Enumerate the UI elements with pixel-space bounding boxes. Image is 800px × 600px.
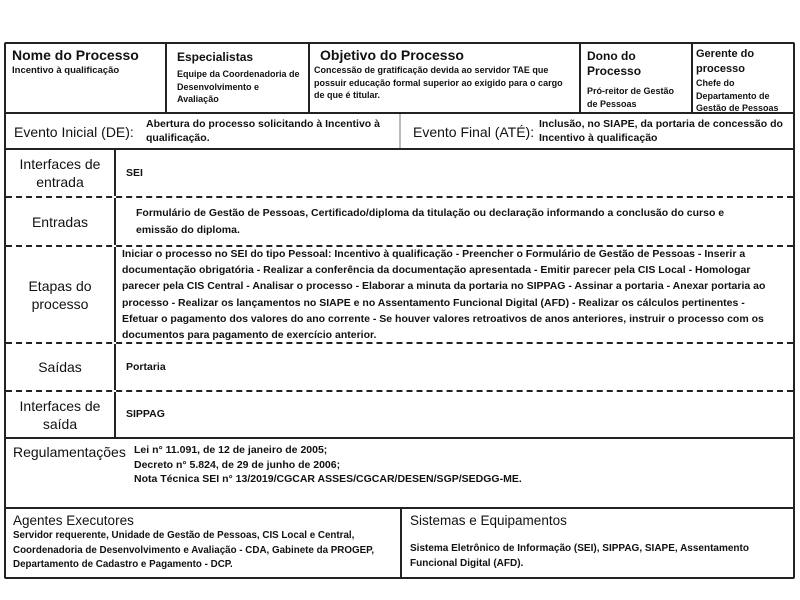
agentes-value: Servidor requerente, Unidade de Gestão de Pessoas, CIS Local e Central, Coordenadoria de Desenvolvimento e Avaliação - CDA, Gabinete da PROGEP, Departamento de Cadastro e Pagamento - DCP. — [13, 530, 375, 570]
evento-inicial-value: Abertura do processo solicitando à Incentivo à qualificação. — [146, 118, 380, 144]
regulamentacoes-row — [6, 437, 793, 507]
agentes-title: Agentes Executores — [13, 513, 134, 528]
entradas-value: Formulário de Gestão de Pessoas, Certificado/diploma da titulação ou declaração informando a conclusão do curso e emissão do diploma. — [136, 207, 725, 236]
dono-title: Dono do Processo — [587, 49, 642, 78]
evento-inicial-cell — [6, 114, 401, 148]
evento-final-label: Evento Final (ATÉ): — [413, 124, 535, 140]
header-row — [6, 44, 793, 112]
interfaces-saida-value: SIPPAG — [126, 408, 165, 421]
interfaces-saida-row — [6, 390, 793, 437]
regulamentacao-item: Nota Técnica SEI n° 13/2019/CGCAR ASSES/CGCAR/DESEN/SGP/SEDGG-ME. — [134, 473, 522, 485]
evento-final-value: Inclusão, no SIAPE, da portaria de concessão do Incentivo à qualificação — [539, 118, 783, 144]
entradas-row — [6, 196, 793, 245]
regulamentacoes-label: Regulamentações — [13, 444, 126, 460]
interfaces-entrada-value: SEI — [126, 166, 143, 179]
etapas-label: Etapas do processo — [6, 247, 116, 342]
gerente-cell — [693, 44, 793, 112]
nome-title: Nome do Processo — [12, 47, 139, 63]
evento-inicial-label: Evento Inicial (DE): — [14, 124, 134, 140]
especialistas-cell — [167, 44, 310, 112]
saidas-label: Saídas — [6, 344, 116, 390]
sistemas-value: Sistema Eletrônico de Informação (SEI), SIPPAG, SIAPE, Assentamento Funcional Digital (AFD). — [410, 543, 749, 569]
saidas-row — [6, 342, 793, 390]
sistemas-cell — [402, 509, 793, 577]
agentes-sistemas-row — [6, 507, 793, 577]
interfaces-entrada-row — [6, 148, 793, 196]
dono-value: Pró-reitor de Gestão de Pessoas — [587, 86, 675, 109]
saidas-value: Portaria — [126, 360, 166, 373]
agentes-cell — [6, 509, 402, 577]
dono-cell — [581, 44, 693, 112]
regulamentacoes-list — [134, 443, 522, 487]
entradas-label: Entradas — [6, 198, 116, 245]
gerente-title: Gerente do processo — [696, 48, 755, 75]
especialistas-value: Equipe da Coordenadoria de Desenvolvimento e Avaliação — [177, 69, 300, 104]
etapas-row — [6, 245, 793, 342]
interfaces-entrada-label: Interfaces de entrada — [6, 150, 116, 196]
objetivo-title: Objetivo do Processo — [320, 47, 464, 63]
nome-value: Incentivo à qualificação — [12, 65, 120, 76]
regulamentacao-item: Decreto n° 5.824, de 29 de junho de 2006; — [134, 458, 341, 471]
etapas-value: Iniciar o processo no SEI do tipo Pessoal: Incentivo à qualificação - Preencher o Formulário de Gestão de Pessoas - Inserir a documentação obrigatória - Realizar a conferência da documentação apresentada - Emitir parecer pela CIS Local - Homologar parecer pela CIS Central - Analisar o processo - Elaborar a minuta da portaria no SIPPAG - Assinar a portaria - Anexar portaria ao processo - Realizar os lançamentos no SIAPE e no Assentamento Funcional Digital (AFD) - Realizar os cálculos pertinentes - Efetuar o pagamento dos valores do ano corrente - Se houver valores retroativos de anos anteriores, instruir o processo com os documentos para pagamento de exercício anterior. — [122, 247, 766, 341]
especialistas-title: Especialistas — [177, 50, 254, 64]
regulamentacao-item: Lei n° 11.091, de 12 de janeiro de 2005; — [134, 444, 328, 456]
sistemas-title: Sistemas e Equipamentos — [410, 513, 567, 528]
objetivo-cell — [310, 44, 581, 112]
process-sheet — [4, 42, 795, 579]
gerente-value: Chefe do Departamento de Gestão de Pessoas — [696, 78, 779, 113]
eventos-row — [6, 112, 793, 148]
objetivo-value: Concessão de gratificação devida ao servidor TAE que possuir educação formal superior ao exigido para o cargo de que é titular. — [314, 65, 563, 100]
interfaces-saida-label: Interfaces de saída — [6, 392, 116, 437]
nome-do-processo-cell — [6, 44, 167, 112]
evento-final-cell — [401, 114, 793, 148]
